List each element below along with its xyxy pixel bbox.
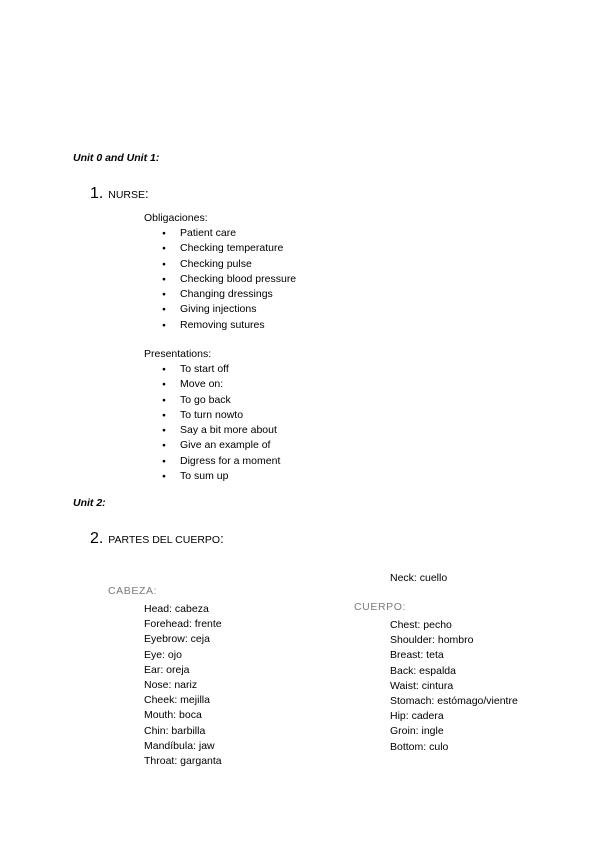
section-2-title-text: PARTES DEL CUERPO [108, 534, 221, 546]
list-item: Chin: barbilla [144, 724, 206, 737]
list-item: ● Changing dressings [162, 287, 296, 302]
section-2-number: 2. [90, 530, 104, 547]
list-item: Ear: oreja [144, 663, 190, 676]
list-item: ● To sum up [162, 469, 280, 484]
list-item: Groin: ingle [390, 725, 444, 738]
unit-2-heading: Unit 2: [73, 497, 106, 509]
list-item: ● Checking pulse [162, 257, 296, 272]
list-item: Shoulder: hombro [390, 634, 474, 647]
cuerpo-label: CUERPO: [354, 601, 407, 613]
section-2-title [90, 530, 224, 548]
list-item: ● Digress for a moment [162, 454, 280, 469]
list-item: ● Removing sutures [162, 318, 296, 333]
list-item: ● Move on: [162, 377, 280, 392]
list-item: ● Giving injections [162, 302, 296, 317]
list-item: Nose: nariz [144, 678, 198, 691]
list-item: ● Checking temperature [162, 241, 296, 256]
list-item: Cheek: mejilla [144, 694, 210, 707]
list-item: ● To turn nowto [162, 408, 280, 423]
list-item: Waist: cintura [390, 679, 454, 692]
obligaciones-label: Obligaciones: [144, 212, 208, 224]
unit-0-1-heading: Unit 0 and Unit 1: [73, 152, 160, 164]
list-item: Eye: ojo [144, 648, 182, 661]
section-1-colon: : [145, 186, 149, 201]
list-item: Eyebrow: ceja [144, 633, 210, 646]
list-item: ● Say a bit more about [162, 423, 280, 438]
neck-entry: Neck: cuello [390, 572, 448, 584]
list-item: ● To start off [162, 362, 280, 377]
list-item: ● Give an example of [162, 438, 280, 453]
section-2-colon: : [220, 531, 224, 546]
list-item: Mandíbula: jaw [144, 739, 215, 752]
cuerpo-list [390, 618, 518, 755]
cabeza-list [144, 602, 222, 769]
section-1-title [90, 185, 149, 203]
list-item: ● Checking blood pressure [162, 272, 296, 287]
list-item: Breast: teta [390, 649, 444, 662]
list-item: Head: cabeza [144, 603, 209, 615]
presentations-list [162, 362, 280, 484]
list-item: Mouth: boca [144, 709, 202, 722]
list-item: Hip: cadera [390, 710, 444, 723]
section-1-title-text: NURSE [108, 189, 146, 201]
obligaciones-list [162, 226, 296, 333]
list-item: Bottom: culo [390, 740, 449, 753]
list-item: Chest: pecho [390, 619, 452, 631]
list-item: Throat: garganta [144, 754, 222, 767]
cabeza-label: CABEZA: [108, 585, 158, 597]
presentations-label: Presentations: [144, 348, 212, 360]
list-item: Forehead: frente [144, 618, 222, 631]
section-1-number: 1. [90, 185, 104, 202]
list-item: Stomach: estómago/vientre [390, 694, 518, 707]
list-item: ● Patient care [162, 226, 296, 241]
list-item: ● To go back [162, 393, 280, 408]
list-item: Back: espalda [390, 664, 456, 677]
